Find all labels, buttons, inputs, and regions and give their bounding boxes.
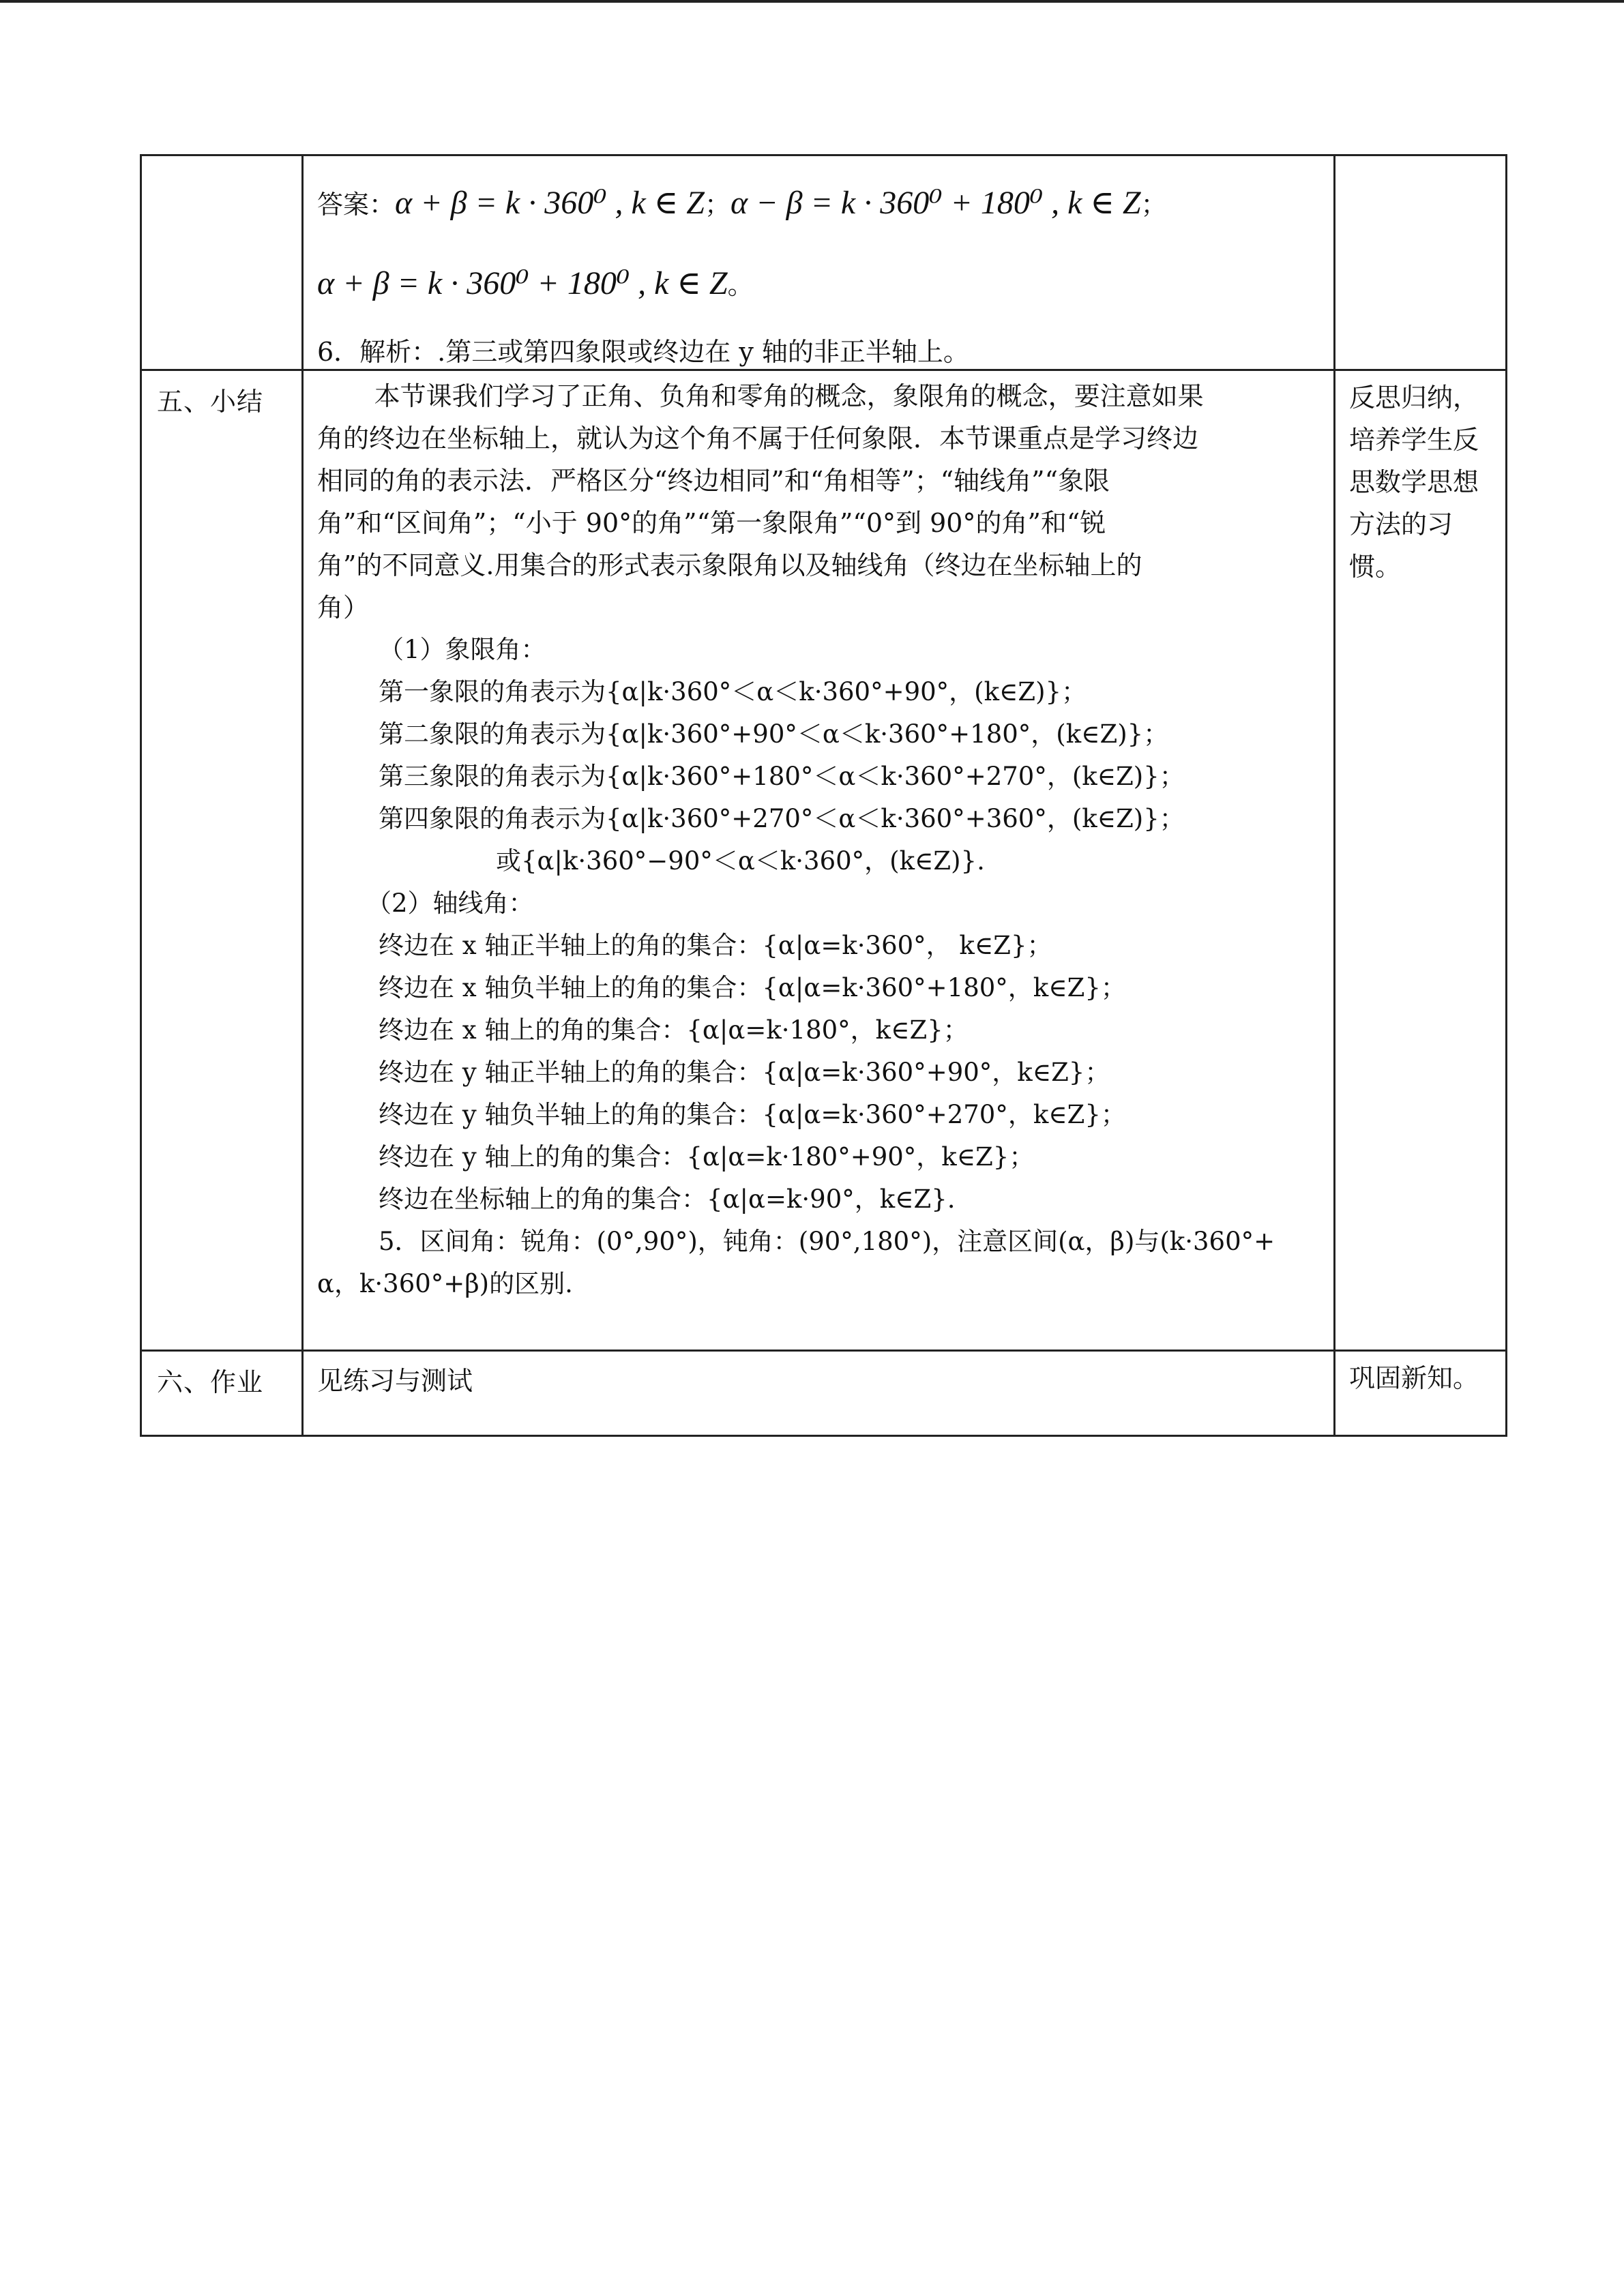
summary-line: 角”的不同意义.用集合的形式表示象限角以及轴线角（终边在坐标轴上的 [317, 550, 1142, 580]
axis-line-7: 终边在坐标轴上的角的集合：{α|α=k·90°，k∈Z}. [379, 1184, 956, 1214]
answer-item-6: 6．解析：.第三或第四象限或终边在 y 轴的非正半轴上。 [317, 337, 969, 367]
homework-cell [303, 1351, 1335, 1436]
note-cell [1335, 370, 1507, 1351]
interval-line-1: 5．区间角：锐角：(0°,90°)，钝角：(90°,180°)，注意区间(α，β)与(k·360°+ [379, 1227, 1275, 1256]
quadrant-alt-line: 或{α|k·360°−90°＜α＜k·360°，(k∈Z)}. [496, 846, 985, 876]
table-row-homework [141, 1351, 1507, 1436]
row-note [1335, 156, 1505, 162]
quadrant-line-3: 第三象限的角表示为{α|k·360°+180°＜α＜k·360°+270°，(k∈Z)}； [379, 762, 1185, 791]
summary-paragraph [304, 375, 1333, 629]
quadrant-line-2: 第二象限的角表示为{α|k·360°+90°＜α＜k·360°+180°，(k∈Z)}； [379, 719, 1169, 749]
summary-line: 角） [317, 593, 370, 623]
summary-line: 相同的角的表示法．严格区分“终边相同”和“角相等”；“轴线角”“象限 [317, 466, 1110, 496]
answer-separator: ； [704, 190, 730, 220]
answer-formula-sum-180: α + β = k · 360⁰ + 180⁰ , k ∈ Z [317, 265, 728, 301]
answer-line-1 [317, 183, 1167, 222]
axis-line-3: 终边在 x 轴上的角的集合：{α|α=k·180°，k∈Z}； [379, 1015, 969, 1045]
answer-prefix: 答案： [317, 190, 396, 220]
homework-note: 巩固新知。 [1349, 1363, 1479, 1393]
answer-formula-diff: α − β = k · 360⁰ + 180⁰ , k ∈ Z [730, 185, 1141, 221]
axis-heading: （2）轴线角： [366, 889, 534, 918]
answers-cell [303, 155, 1335, 370]
row-label-cell [141, 155, 303, 370]
answer-formula-sum: α + β = k · 360⁰ , k ∈ Z [395, 185, 705, 221]
axis-line-5: 终边在 y 轴负半轴上的角的集合：{α|α=k·360°+270°，k∈Z}； [379, 1100, 1126, 1129]
homework-text: 见练习与测试 [317, 1366, 473, 1396]
axis-line-2: 终边在 x 轴负半轴上的角的集合：{α|α=k·360°+180°，k∈Z}； [379, 973, 1126, 1002]
answer-line-2 [317, 264, 754, 302]
row-label-homework: 六、作业 [157, 1367, 264, 1397]
table-row-answers [141, 155, 1507, 370]
summary-cell [303, 370, 1335, 1351]
row-label-cell [141, 1351, 303, 1436]
table-row-summary [141, 370, 1507, 1351]
row-label-cell [141, 370, 303, 1351]
lesson-plan-table [140, 154, 1507, 1437]
quadrant-line-1: 第一象限的角表示为{α|k·360°＜α＜k·360°+90°，(k∈Z)}； [379, 677, 1087, 706]
axis-line-1: 终边在 x 轴正半轴上的角的集合：{α|α=k·360°， k∈Z}； [379, 931, 1052, 960]
page-top-border [0, 0, 1624, 3]
interval-line-2: α，k·360°+β)的区别. [317, 1269, 573, 1298]
row-label-summary: 五、小结 [157, 387, 264, 417]
summary-line: 角”和“区间角”；“小于 90°的角”“第一象限角”“0°到 90°的角”和“锐 [317, 508, 1106, 538]
axis-line-4: 终边在 y 轴正半轴上的角的集合：{α|α=k·360°+90°，k∈Z}； [379, 1058, 1110, 1087]
summary-note: 反思归纳，培养学生反思数学思想方法的习惯。 [1349, 383, 1479, 582]
summary-line: 本节课我们学习了正角、负角和零角的概念，象限角的概念，要注意如果 [374, 381, 1204, 411]
answer-line-end: ； [1140, 190, 1167, 220]
summary-line: 角的终边在坐标轴上，就认为这个角不属于任何象限．本节课重点是学习终边 [317, 423, 1199, 453]
note-cell [1335, 155, 1507, 370]
quadrant-line-4: 第四象限的角表示为{α|k·360°+270°＜α＜k·360°+360°，(k∈Z)}； [379, 804, 1185, 833]
note-cell [1335, 1351, 1507, 1436]
axis-line-6: 终边在 y 轴上的角的集合：{α|α=k·180°+90°，k∈Z}； [379, 1142, 1035, 1172]
row-label [142, 156, 301, 166]
quadrant-heading: （1）象限角： [379, 635, 546, 664]
answer-line2-end: 。 [727, 270, 754, 300]
